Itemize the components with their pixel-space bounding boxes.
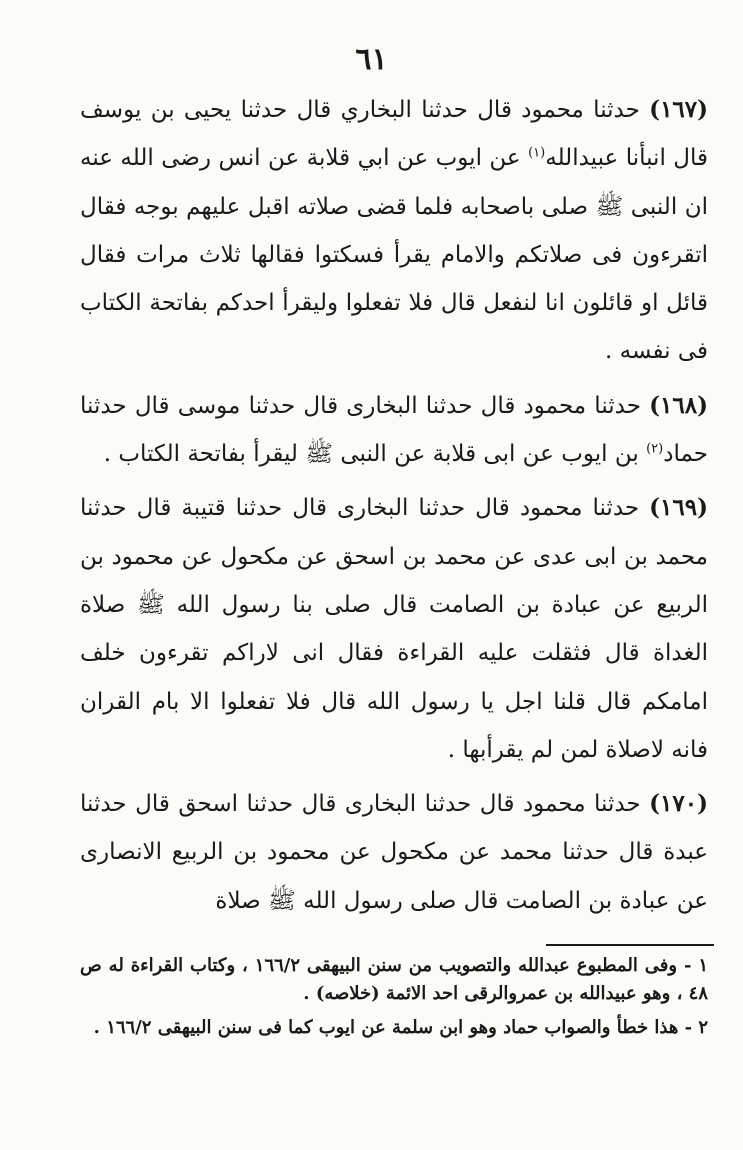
hadith-number: (١٧٠) xyxy=(649,790,708,818)
footnote-ref: (١) xyxy=(528,145,546,161)
hadith-number: (١٦٨) xyxy=(649,391,708,419)
hadith-169 xyxy=(80,484,708,774)
hadith-text: حدثنا محمود قال حدثنا البخارى قال حدثنا موسى قال حدثنا حماد xyxy=(80,392,708,468)
footnote-divider xyxy=(546,944,714,946)
hadith-text: بن ايوب عن ابى قلابة عن النبى ﷺ ليقرأ بفاتحة الكتاب . xyxy=(103,441,647,468)
hadith-text: عن ايوب عن ابي قلابة عن انس رضى الله عنه ان النبى ﷺ صلى باصحابه فلما قضى صلاته اقبل عليهم بوجه فقال اتقرءون فى صلاتكم والامام يقرأ فسكتوا فقالها ثلاث مرات فقال قائل او قائلون انا لنفعل قال فلا تفعلوا وليقرأ احدكم بفاتحة الكتاب فى نفسه . xyxy=(80,145,708,365)
page-number: ٦١ xyxy=(355,42,388,77)
hadith-number: (١٦٧) xyxy=(649,96,709,123)
body-text xyxy=(80,86,708,925)
footnote-ref: (٢) xyxy=(646,441,664,457)
hadith-text: حدثنا محمود قال حدثنا البخاري قال حدثنا يحيى بن يوسف قال انبأنا عبيدالله xyxy=(80,97,708,172)
hadith-text: حدثنا محمود قال حدثنا البخارى قال حدثنا قتيبة قال حدثنا محمد بن ابى عدى عن محمد بن اسحق عن مكحول عن محمود بن الربيع عن عبادة بن الصامت قال صلى بنا رسول الله ﷺ صلاة الغداة قال فثقلت عليه القراءة فقال انى لاراكم تقرءون خلف امامكم قال قلنا اجل يا رسول الله قال فلا تفعلوا الا بام القران فانه لاصلاة لمن لم يقرأبها . xyxy=(80,495,708,763)
hadith-167 xyxy=(80,86,708,376)
footnotes xyxy=(80,952,708,1048)
footnote-2: ٢ - هذا خطأ والصواب حماد وهو ابن سلمة عن ايوب كما فى سنن البيهقى ١٦٦/٢ . xyxy=(93,1017,708,1038)
hadith-168 xyxy=(80,382,708,479)
hadith-170 xyxy=(80,780,708,925)
hadith-number: (١٦٩) xyxy=(649,494,708,522)
hadith-text: حدثنا محمود قال حدثنا البخارى قال حدثنا اسحق قال حدثنا عبدة قال حدثنا محمد عن مكحول عن محمود بن الربيع الانصارى عن عبادة بن الصامت قال صلى رسول الله ﷺ صلاة xyxy=(80,791,708,914)
footnote-1: ١ - وفى المطبوع عبدالله والتصويب من سنن البيهقى ١٦٦/٢ ، وكتاب القراءة له ص ٤٨ ، وهو عبيدالله بن عمروالرقى احد الائمة (خلاصه) . xyxy=(80,955,708,1004)
